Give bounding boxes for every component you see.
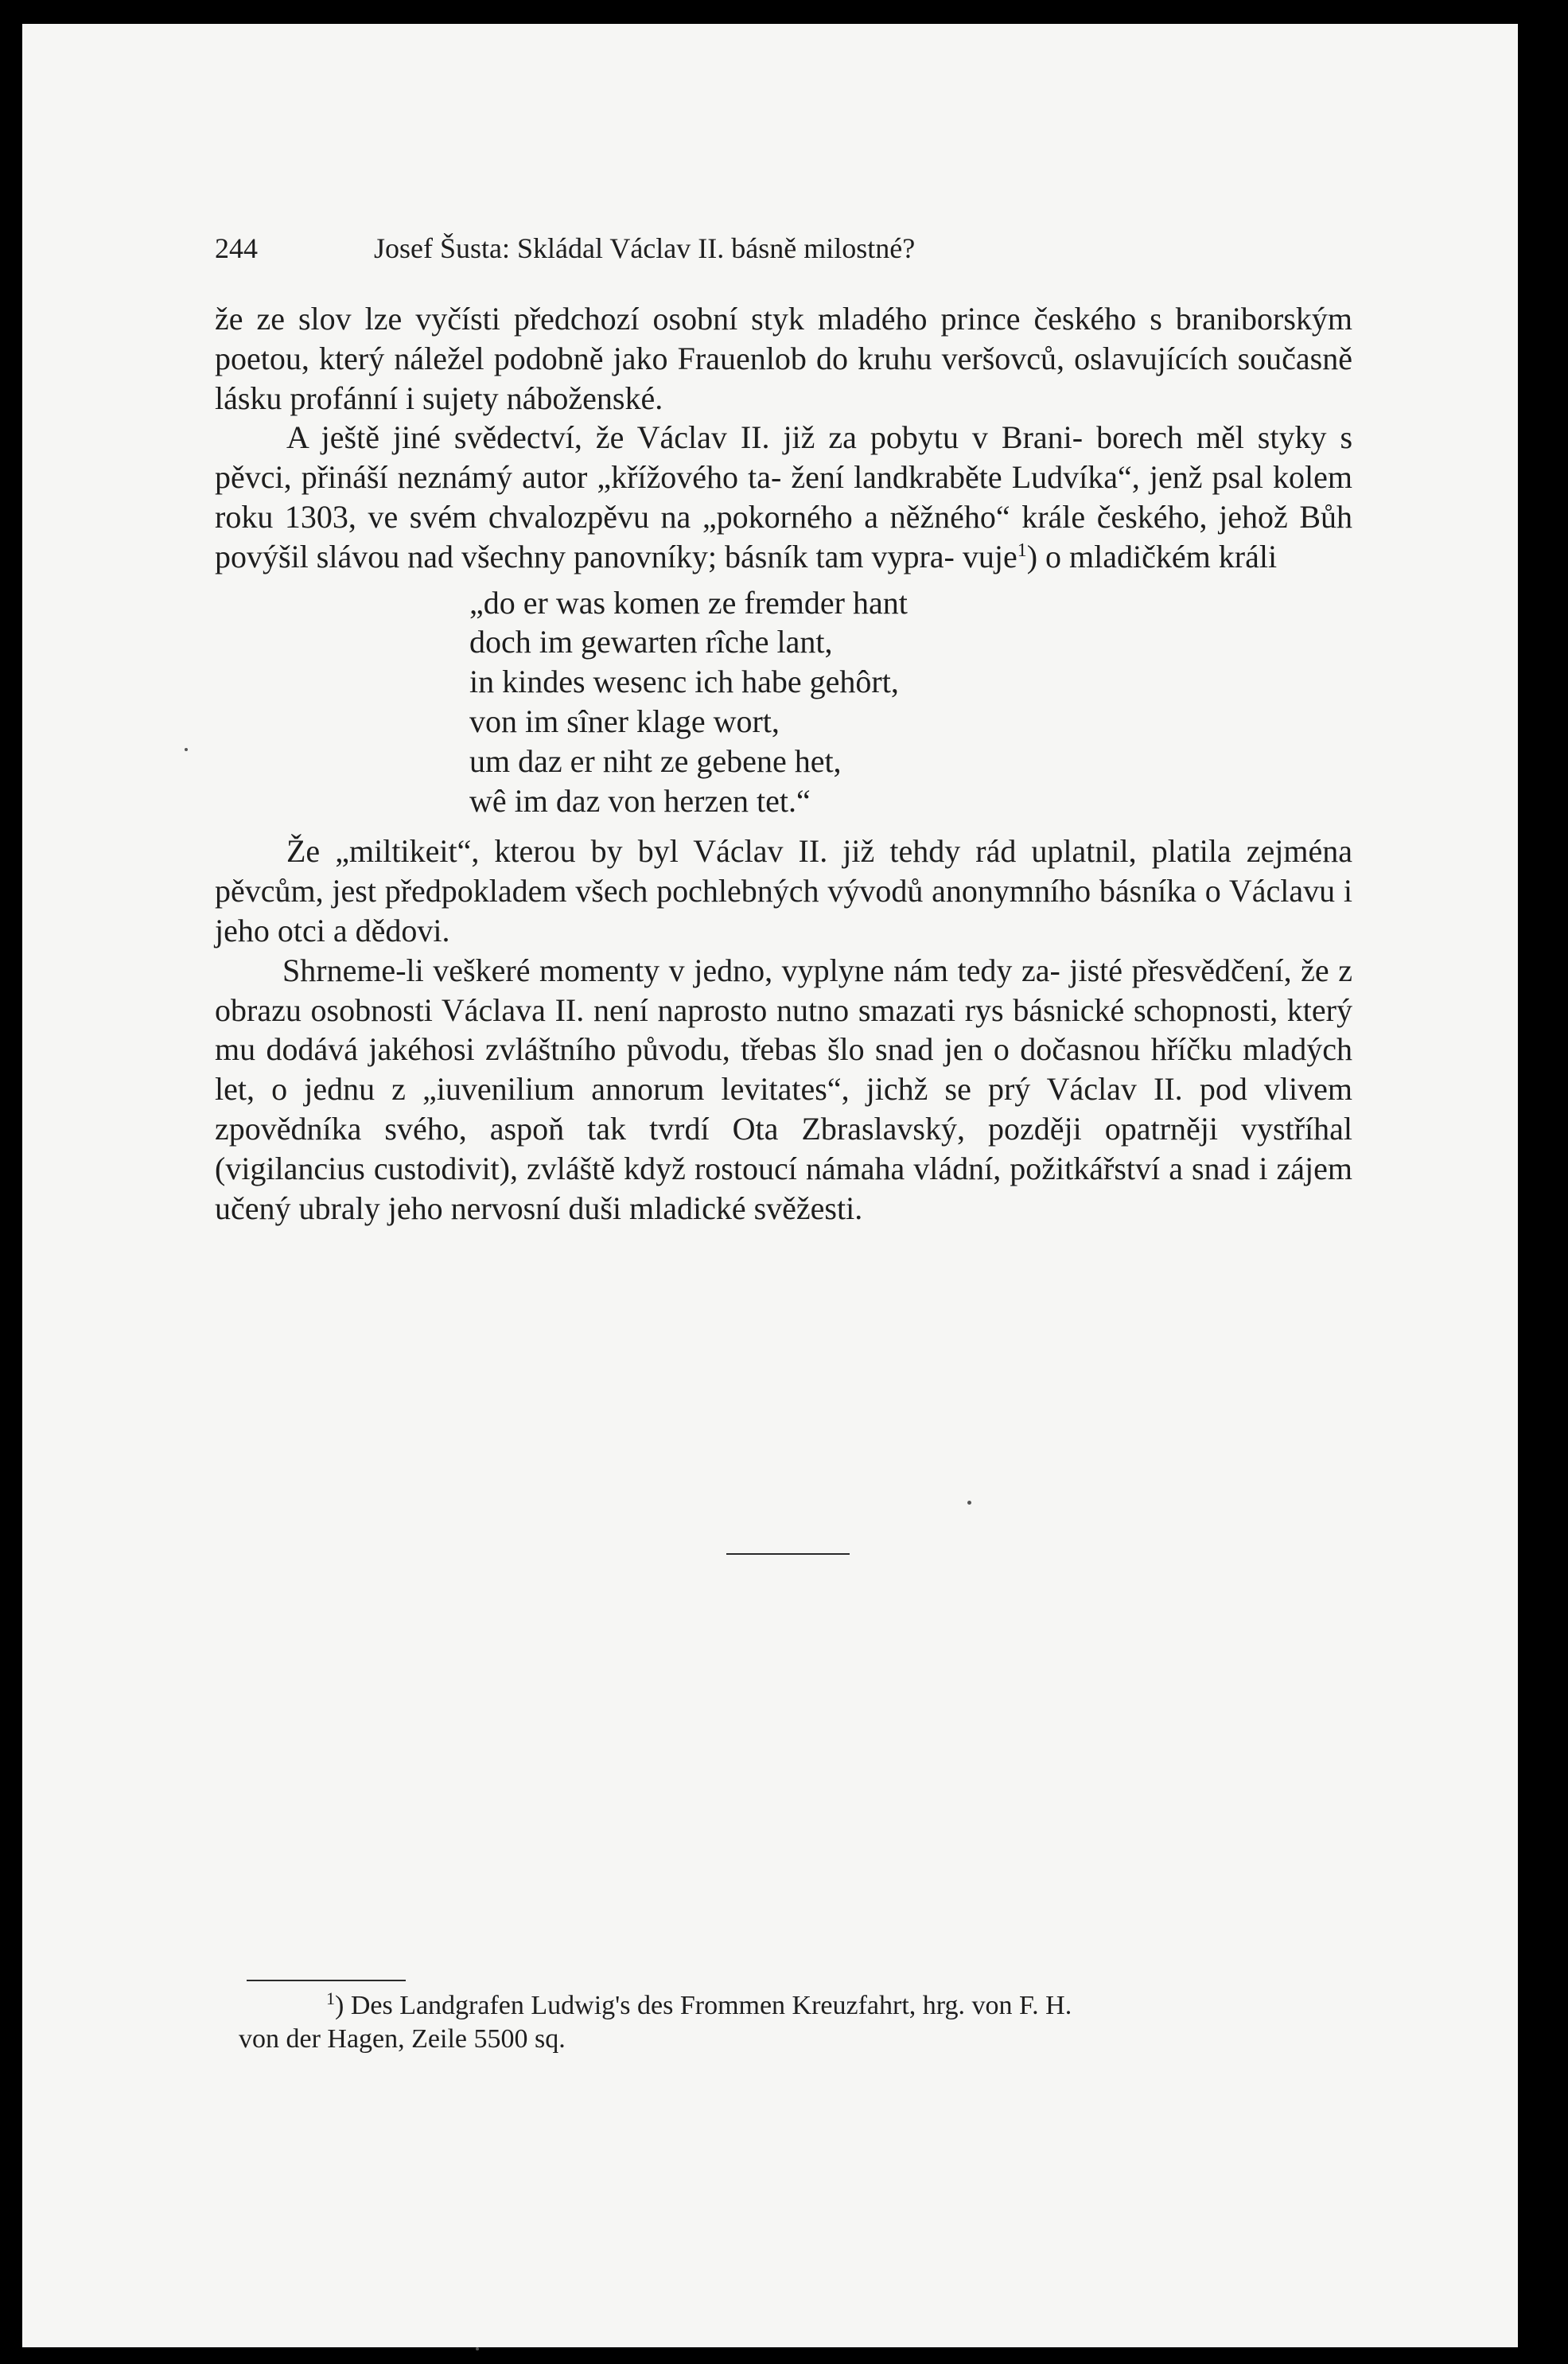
text-line: platila zejména pěvcům, jest předpokladem všech pochlebných <box>215 833 1352 909</box>
verse-line: doch im gewarten rîche lant, <box>469 624 833 660</box>
scan-speck <box>967 1501 971 1505</box>
text-line <box>963 539 1277 574</box>
text-line: nutno smazati rys básnické schopnosti, který mu dodává jakéhosi <box>215 991 1352 1068</box>
paragraph-4 <box>215 951 1352 1229</box>
footnote-reference: 1 <box>1017 539 1027 561</box>
footnote-line <box>239 1989 1352 2023</box>
footnote-line: von der Hagen, Zeile 5500 sq. <box>239 2024 566 2054</box>
text-line: pod vlivem zpovědníka svého, aspoň tak tvrdí Ota Zbraslavský, <box>215 1071 1353 1147</box>
text-fragment: ) o mladičkém králi <box>1026 538 1278 574</box>
text-line: žení landkraběte Ludvíka“, jenž psal kolem roku 1303, ve svém <box>215 459 1353 535</box>
text-line: borech měl styky s pěvci, přináší neznámý autor „křížového ta- <box>215 419 1353 496</box>
text-line: Shrneme-li veškeré momenty v jedno, vyplyne nám tedy za- <box>282 952 1060 988</box>
running-title: Josef Šusta: Skládal Václav II. básně milostné? <box>374 232 916 264</box>
section-divider <box>726 1553 850 1555</box>
paragraph-1 <box>215 299 1352 418</box>
footnote-divider <box>247 1980 406 1981</box>
verse-line: von im sîner klage wort, <box>469 703 780 739</box>
text-line: A ještě jiné svědectví, že Václav II. již za pobytu v Brani- <box>286 419 1084 456</box>
page-number: 244 <box>215 232 258 264</box>
verse-quote <box>469 583 1352 821</box>
scan-speck <box>476 2347 479 2350</box>
text-line: rostoucí námaha vládní, požitkářství a snad i zájem učený ubraly <box>215 1150 1353 1226</box>
verse-line: wê im daz von herzen tet.“ <box>469 782 811 819</box>
footnote-marker: 1 <box>326 1988 335 2008</box>
verse-line: „do er was komen ze fremder hant <box>469 584 908 621</box>
text-line: zvláštního původu, třebas šlo snad jen o dočasnou hříčku mladých <box>485 1031 1352 1068</box>
text-line: do kruhu veršovců, oslavujících současně lásku profánní i sujety <box>215 340 1353 416</box>
paragraph-2 <box>215 418 1352 576</box>
scan-speck <box>185 748 188 751</box>
text-line: vývodů anonymního básníka o Václavu i jeho otci a dědovi. <box>215 873 1352 948</box>
running-header <box>215 231 1352 266</box>
text-line: později opatrněji vystříhal (vigilancius custodivit), zvláště když <box>215 1110 1352 1186</box>
text-line: s braniborským poetou, který náležel podobně jako Frauenlob <box>215 301 1352 376</box>
paragraph-3 <box>215 831 1352 950</box>
text-line: že ze slov lze vyčísti předchozí osobní styk mladého prince českého <box>215 301 1137 337</box>
text-line: jeho nervosní duši mladické svěžesti. <box>387 1190 863 1226</box>
text-fragment: vuje <box>962 538 1017 574</box>
verse-line: in kindes wesenc ich habe gehôrt, <box>469 664 899 700</box>
text-line: chvalozpěvu na „pokorného a něžného“ krále českého, jehož <box>488 498 1288 535</box>
text-line: Bůh povýšil slávou nad všechny panovníky; básník tam vypra- <box>215 498 1353 574</box>
page-content <box>215 231 1352 1228</box>
footnote-text: ) Des Landgrafen Ludwig's des Frommen Kreuzfahrt, hrg. von F. H. <box>335 1991 1072 2020</box>
verse-line: um daz er niht ze gebene het, <box>469 742 842 779</box>
text-line: jisté přesvědčení, že z obrazu osobnosti Václava II. není naprosto <box>215 952 1353 1028</box>
text-line: náboženské. <box>506 380 663 416</box>
footnote <box>239 1989 1352 2056</box>
text-line: Že „miltikeit“, kterou by byl Václav II. již tehdy rád uplatnil, <box>286 833 1137 870</box>
text-line: let, o jednu z „iuvenilium annorum levitates“, jichž se prý Václav II. <box>215 1071 1183 1108</box>
